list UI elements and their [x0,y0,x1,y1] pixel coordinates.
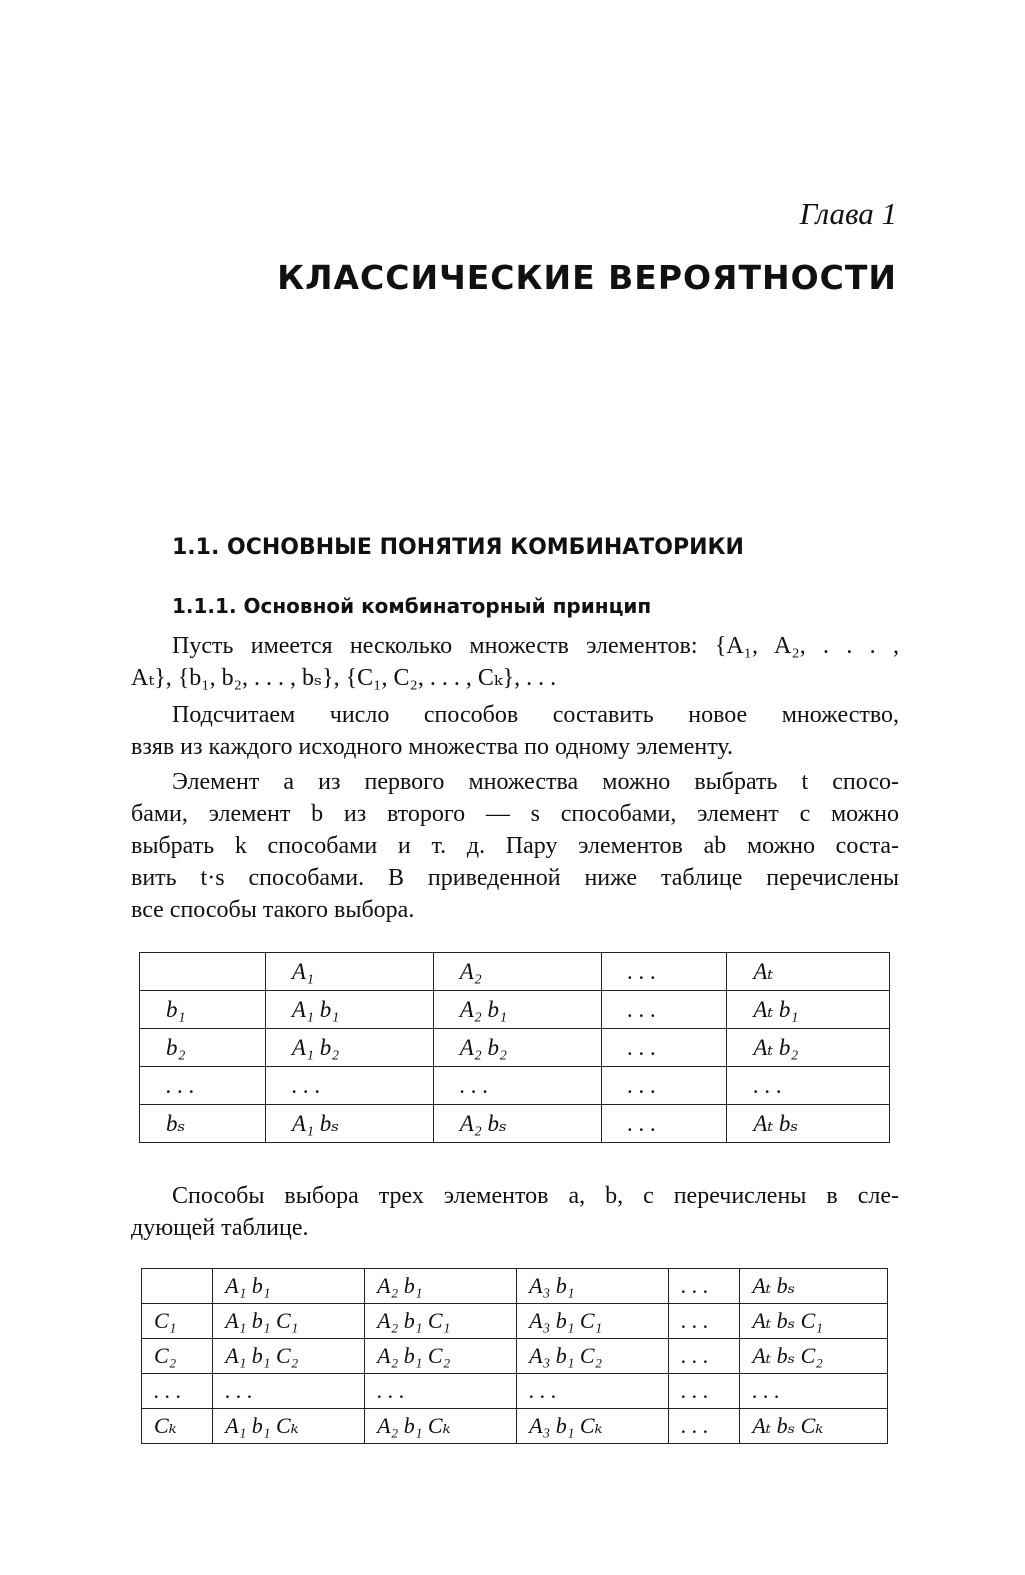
table-cell: A₃ b₁ C₂ [517,1339,669,1374]
table-cell: A₁ bₛ [265,1105,433,1143]
table-row [140,1029,890,1067]
table-cell: A₃ b₁ C₁ [517,1304,669,1339]
table-cell: . . . [669,1304,740,1339]
section-title: 1.1. ОСНОВНЫЕ ПОНЯТИЯ КОМБИНАТОРИКИ [172,535,744,560]
paragraph-line: выбрать k способами и т. д. Пару элементов ab можно соста- [131,833,899,859]
table-cell: b₁ [140,991,266,1029]
paragraph-2 [131,699,899,763]
paragraph-3 [131,766,899,926]
table-cell: Aₜ bₛ [727,1105,890,1143]
table-cell: . . . [433,1067,601,1105]
table-cell: A₃ b₁ Cₖ [517,1409,669,1444]
table-row [142,1339,888,1374]
table-row [142,1374,888,1409]
paragraph-line: вить t·s способами. В приведенной ниже таблице перечислены [131,865,899,891]
table-row [142,1269,888,1304]
table-cell: . . . [265,1067,433,1105]
table-cell: . . . [213,1374,365,1409]
table-cell: Aₜ bₛ C₂ [740,1339,888,1374]
table-cell: b₂ [140,1029,266,1067]
paragraph-line: бами, элемент b из второго — s способами, элемент c можно [131,801,899,827]
table-cell: . . . [727,1067,890,1105]
table-cell: . . . [601,1067,727,1105]
table-cell: Aₜ bₛ C₁ [740,1304,888,1339]
table-cell: Aₜ b₁ [727,991,890,1029]
chapter-label: Глава 1 [799,196,897,231]
table-cell: A₂ [433,953,601,991]
table-cell: A₁ b₁ [213,1269,365,1304]
table-cell: Aₜ bₛ Cₖ [740,1409,888,1444]
table-row [142,1409,888,1444]
paragraph-line: Способы выбора трех элементов a, b, c перечислены в сле- [172,1183,899,1209]
table-cell: A₂ bₛ [433,1105,601,1143]
subsection-title: 1.1.1. Основной комбинаторный принцип [172,594,652,618]
paragraph-line: взяв из каждого исходного множества по одному элементу. [131,734,734,760]
table-triples [141,1268,888,1444]
table-row [140,1067,890,1105]
table-cell: . . . [601,953,727,991]
table-cell: A₃ b₁ [517,1269,669,1304]
table-cell: . . . [669,1269,740,1304]
table-cell: . . . [740,1374,888,1409]
table-cell: Aₜ b₂ [727,1029,890,1067]
table-cell: . . . [669,1374,740,1409]
table-cell: A₁ b₁ C₁ [213,1304,365,1339]
table-cell [142,1269,213,1304]
table-cell: Cₖ [142,1409,213,1444]
table-cell: . . . [365,1374,517,1409]
table-cell: . . . [517,1374,669,1409]
table-pairs [139,952,890,1143]
table-cell: . . . [601,1029,727,1067]
table-cell: A₁ [265,953,433,991]
table-cell: A₂ b₁ [433,991,601,1029]
table-cell: C₂ [142,1339,213,1374]
table-cell: bₛ [140,1105,266,1143]
table-cell: A₁ b₂ [265,1029,433,1067]
table-cell: . . . [601,1105,727,1143]
table-cell: C₁ [142,1304,213,1339]
table-row [140,991,890,1029]
table-cell: A₂ b₁ [365,1269,517,1304]
paragraph-1 [131,630,899,694]
table-cell: . . . [601,991,727,1029]
table-cell: A₁ b₁ C₂ [213,1339,365,1374]
table-cell: Aₜ [727,953,890,991]
table-cell: A₂ b₂ [433,1029,601,1067]
paragraph-line: все способы такого выбора. [131,897,415,923]
table-cell: . . . [669,1409,740,1444]
table-cell [140,953,266,991]
table-cell: . . . [669,1339,740,1374]
table-row [140,1105,890,1143]
paragraph-4 [131,1180,899,1244]
chapter-title: КЛАССИЧЕСКИЕ ВЕРОЯТНОСТИ [277,258,897,297]
table-cell: Aₜ bₛ [740,1269,888,1304]
table-cell: A₁ b₁ Cₖ [213,1409,365,1444]
table-row [140,953,890,991]
table-cell: A₂ b₁ Cₖ [365,1409,517,1444]
table-row [142,1304,888,1339]
paragraph-line: Пусть имеется несколько множеств элементов: {A₁, A₂, . . . , [172,633,899,659]
table-cell: . . . [140,1067,266,1105]
paragraph-line: дующей таблице. [131,1215,309,1241]
paragraph-line: Подсчитаем число способов составить новое множество, [172,702,899,728]
table-cell: A₂ b₁ C₁ [365,1304,517,1339]
paragraph-line: Aₜ}, {b₁, b₂, . . . , bₛ}, {C₁, C₂, . . . , Cₖ}, . . . [131,665,557,691]
paragraph-line: Элемент a из первого множества можно выбрать t спосо- [172,769,899,795]
table-cell: A₂ b₁ C₂ [365,1339,517,1374]
table-cell: . . . [142,1374,213,1409]
table-cell: A₁ b₁ [265,991,433,1029]
